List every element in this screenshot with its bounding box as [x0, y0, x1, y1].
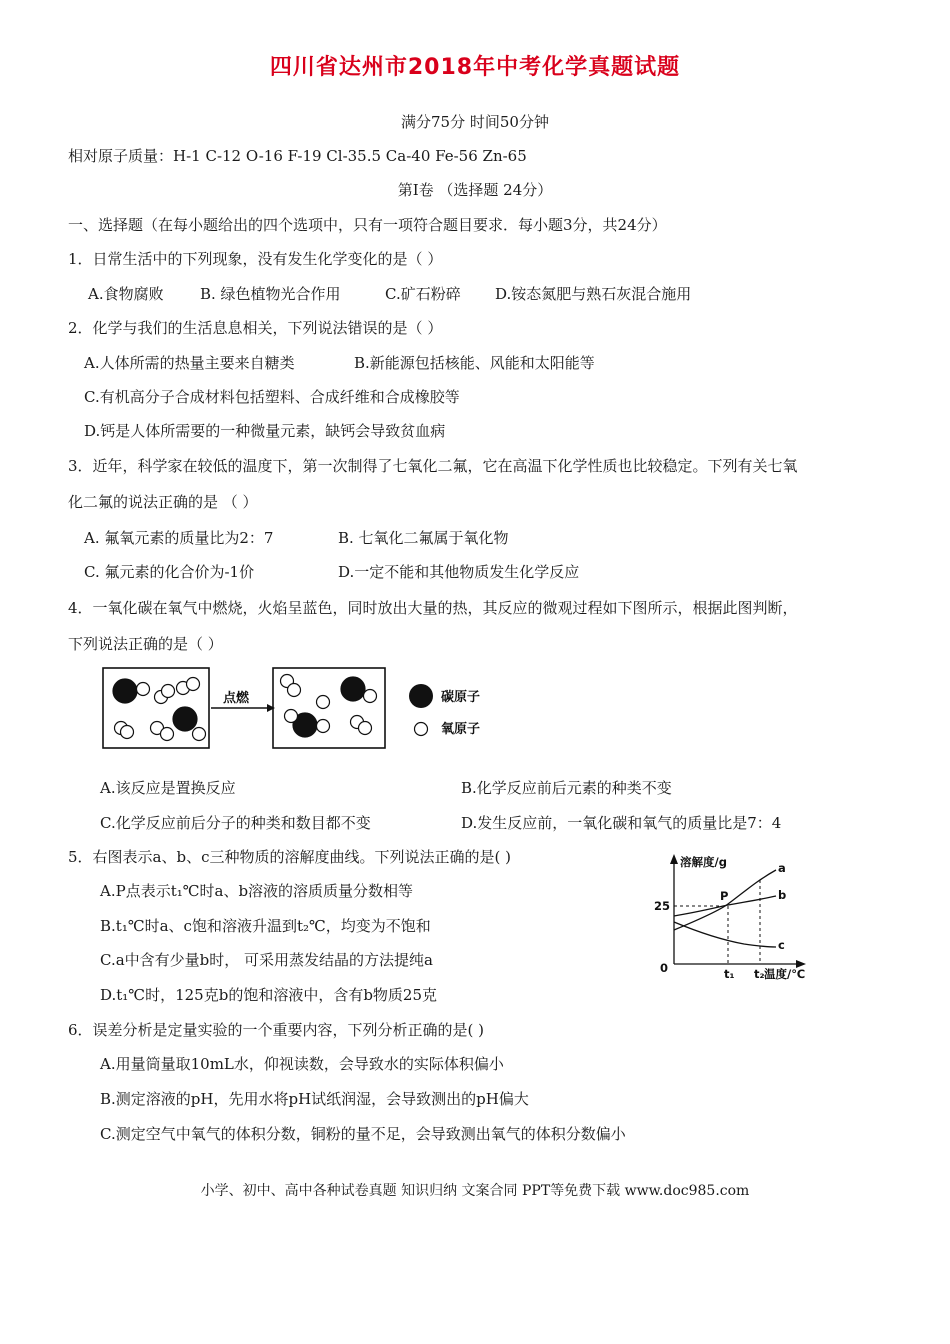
q4-option-c: C.化学反应前后分子的种类和数目都不变	[100, 814, 371, 832]
oxygen-atom	[121, 726, 134, 739]
q1-option-b: B. 绿色植物光合作用	[200, 285, 341, 303]
q2-option-a: A.人体所需的热量主要来自糖类	[84, 354, 295, 372]
q5-option-c: C.a中含有少量b时， 可采用蒸发结晶的方法提纯a	[100, 951, 433, 969]
x-axis-label: 温度/℃	[764, 967, 806, 980]
page-footer: 小学、初中、高中各种试卷真题 知识归纳 文案合同 PPT等免费下载 www.doc985.com	[200, 1183, 750, 1199]
q3-option-b: B. 七氧化二氟属于氧化物	[338, 529, 509, 547]
q5-option-b: B.t₁℃时a、c饱和溶液升温到t₂℃，均变为不饱和	[100, 917, 431, 935]
q3-option-d: D.一定不能和其他物质发生化学反应	[338, 563, 580, 581]
atomic-masses: 相对原子质量：H-1 C-12 O-16 F-19 Cl-35.5 Ca-40 Fe-56 Zn-65	[68, 147, 527, 165]
q1-option-d: D.铵态氮肥与熟石灰混合施用	[495, 285, 692, 303]
q5-stem: 5．右图表示a、b、c三种物质的溶解度曲线。下列说法正确的是( )	[68, 848, 511, 866]
q1-stem: 1．日常生活中的下列现象，没有发生化学变化的是（ ）	[68, 250, 443, 268]
q2-option-d: D.钙是人体所需要的一种微量元素，缺钙会导致贫血病	[84, 422, 446, 440]
carbon-atom	[173, 707, 197, 731]
legend-carbon-icon	[409, 684, 433, 708]
q6-option-b: B.测定溶液的pH，先用水将pH试纸润湿，会导致测出的pH偏大	[100, 1090, 529, 1108]
point-p-label: P	[720, 889, 729, 903]
arrow-label: 点燃	[223, 691, 250, 706]
q4-option-d: D.发生反应前，一氧化碳和氧气的质量比是7：4	[461, 814, 782, 832]
curve-b-label: b	[778, 888, 787, 902]
q6-stem: 6．误差分析是定量实验的一个重要内容，下列分析正确的是( )	[68, 1021, 485, 1039]
origin-label: 0	[660, 961, 669, 975]
q5-option-d: D.t₁℃时，125克b的饱和溶液中，含有b物质25克	[100, 986, 438, 1004]
q1-option-a: A.食物腐败	[88, 285, 164, 303]
solubility-graph	[648, 848, 823, 980]
oxygen-atom	[317, 720, 330, 733]
oxygen-atom	[187, 678, 200, 691]
page-title: 四川省达州市2018年中考化学真题试题	[269, 55, 681, 80]
reaction-diagram	[95, 662, 505, 756]
oxygen-atom	[162, 685, 175, 698]
q1-option-c: C.矿石粉碎	[385, 285, 461, 303]
legend-oxygen-icon	[415, 723, 428, 736]
t2-label: t₂	[754, 967, 765, 980]
legend-carbon-label: 碳原子	[441, 690, 481, 705]
carbon-atom	[341, 677, 365, 701]
curve-a-label: a	[778, 861, 786, 875]
q4-option-a: A.该反应是置换反应	[100, 779, 236, 797]
carbon-atom	[113, 679, 137, 703]
q2-stem: 2．化学与我们的生活息息相关，下列说法错误的是（ ）	[68, 319, 443, 337]
curve-c-label: c	[778, 938, 785, 952]
score-time: 满分75分 时间50分钟	[401, 113, 549, 131]
oxygen-atom	[137, 683, 150, 696]
part-title: 第Ⅰ卷 （选择题 24分）	[397, 181, 553, 199]
legend-oxygen-label: 氧原子	[441, 722, 481, 737]
section-heading: 一、选择题（在每小题给出的四个选项中，只有一项符合题目要求．每小题3分，共24分）	[68, 216, 667, 234]
q2-option-c: C.有机高分子合成材料包括塑料、合成纤维和合成橡胶等	[84, 388, 460, 406]
oxygen-atom	[288, 684, 301, 697]
oxygen-atom	[161, 728, 174, 741]
oxygen-atom	[317, 696, 330, 709]
oxygen-atom	[364, 690, 377, 703]
y-axis-label: 溶解度/g	[680, 855, 727, 869]
q2-option-b: B.新能源包括核能、风能和太阳能等	[354, 354, 595, 372]
q3-option-a: A. 氟氧元素的质量比为2：7	[84, 529, 274, 547]
q3-stem-line2: 化二氟的说法正确的是 （ ）	[68, 493, 258, 511]
curve-c	[674, 922, 776, 947]
oxygen-atom	[285, 710, 298, 723]
q5-option-a: A.P点表示t₁℃时a、b溶液的溶质质量分数相等	[100, 882, 414, 900]
q4-option-b: B.化学反应前后元素的种类不变	[461, 779, 672, 797]
q6-option-c: C.测定空气中氧气的体积分数，铜粉的量不足，会导致测出氧气的体积分数偏小	[100, 1125, 626, 1143]
t1-label: t₁	[724, 967, 735, 980]
q6-option-a: A.用量筒量取10mL水，仰视读数，会导致水的实际体积偏小	[100, 1055, 504, 1073]
oxygen-atom	[193, 728, 206, 741]
q3-stem-line1: 3．近年，科学家在较低的温度下，第一次制得了七氧化二氟，它在高温下化学性质也比较稳定。下列有关七氧	[68, 457, 798, 475]
q3-option-c: C. 氟元素的化合价为-1价	[84, 563, 255, 581]
q4-stem-line1: 4．一氧化碳在氧气中燃烧，火焰呈蓝色，同时放出大量的热，其反应的微观过程如下图所示，根据此图判断，	[68, 599, 798, 617]
q4-stem-line2: 下列说法正确的是（ ）	[68, 635, 223, 653]
y-tick-25: 25	[654, 899, 671, 913]
oxygen-atom	[359, 722, 372, 735]
